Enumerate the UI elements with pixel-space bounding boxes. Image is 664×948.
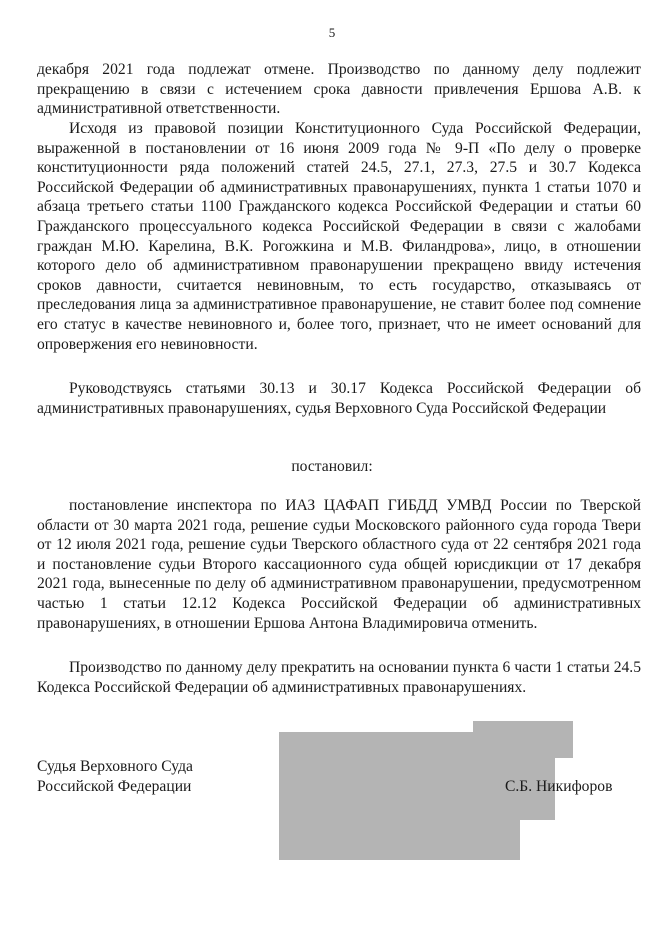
paragraph-resolution-terminate [37, 658, 641, 697]
page-number: 5 [328, 25, 336, 40]
paragraph-text: Исходя из правовой позиции Конституционного Суда Российской Федерации, выраженной в постановлении от 16 июня 2009 года № 9-П «По делу о проверке конституционности ряда положений статей 24.5, 27.1, 27.3, 27.5 и 30.7 Кодекса Российской Федерации об административных правонарушениях, пункта 1 статьи 1070 и абзаца третьего статьи 1100 Гражданского кодекса Российской Федерации и статьи 60 Гражданского процессуального кодекса Российской Федерации в связи с жалобами граждан М.Ю. Карелина, В.К. Рогожкина и М.В. Филандрова», лицо, в отношении которого дело об административном правонарушении прекращено ввиду истечения сроков давности, считается невиновным, то есть государство, отказываясь от преследования лица за административное правонарушение, не ставит более под сомнение его статус в качестве невиновного и, более того, признает, что не имеет оснований для опровержения его невиновности. [37, 120, 641, 353]
paragraph-guided-by [37, 379, 641, 418]
paragraph-text: декабря 2021 года подлежат отмене. Производство по данному делу подлежит прекращению в связи с истечением срока давности привлечения Ершова А.В. к административной ответственности. [37, 61, 641, 118]
paragraph-text: Производство по данному делу прекратить на основании пункта 6 части 1 статьи 24.5 Кодекса Российской Федерации об административных правонарушениях. [37, 659, 641, 696]
paragraph-resolution-cancel [37, 496, 641, 633]
judge-title-line: Судья Верховного Суда [37, 758, 193, 775]
ruling-heading: постановил: [291, 458, 373, 475]
paragraph-intro [37, 60, 641, 119]
paragraph-text: постановление инспектора по ИАЗ ЦАФАП ГИБДД УМВД России по Тверской области от 30 марта 2021 года, решение судьи Московского районного суда города Твери от 12 июля 2021 года, решение судьи Тверского областного суда от 22 сентября 2021 года и постановление судьи Второго кассационного суда общей юрисдикции от 17 декабря 2021 года, вынесенные по делу об административном правонарушении, предусмотренном частью 1 статьи 12.12 Кодекса Российской Федерации об административных правонарушениях, в отношении Ершова Антона Владимировича отменить. [37, 497, 641, 632]
judge-title-line: Российской Федерации [37, 777, 192, 795]
paragraph-text: Руководствуясь статьями 30.13 и 30.17 Кодекса Российской Федерации об административных правонарушениях, судья Верховного Суда Российской Федерации [37, 380, 641, 417]
judge-name: С.Б. Никифоров [505, 778, 613, 795]
paragraph-legal-position [37, 119, 641, 354]
judge-title [37, 757, 193, 796]
signature-redaction [473, 721, 573, 758]
